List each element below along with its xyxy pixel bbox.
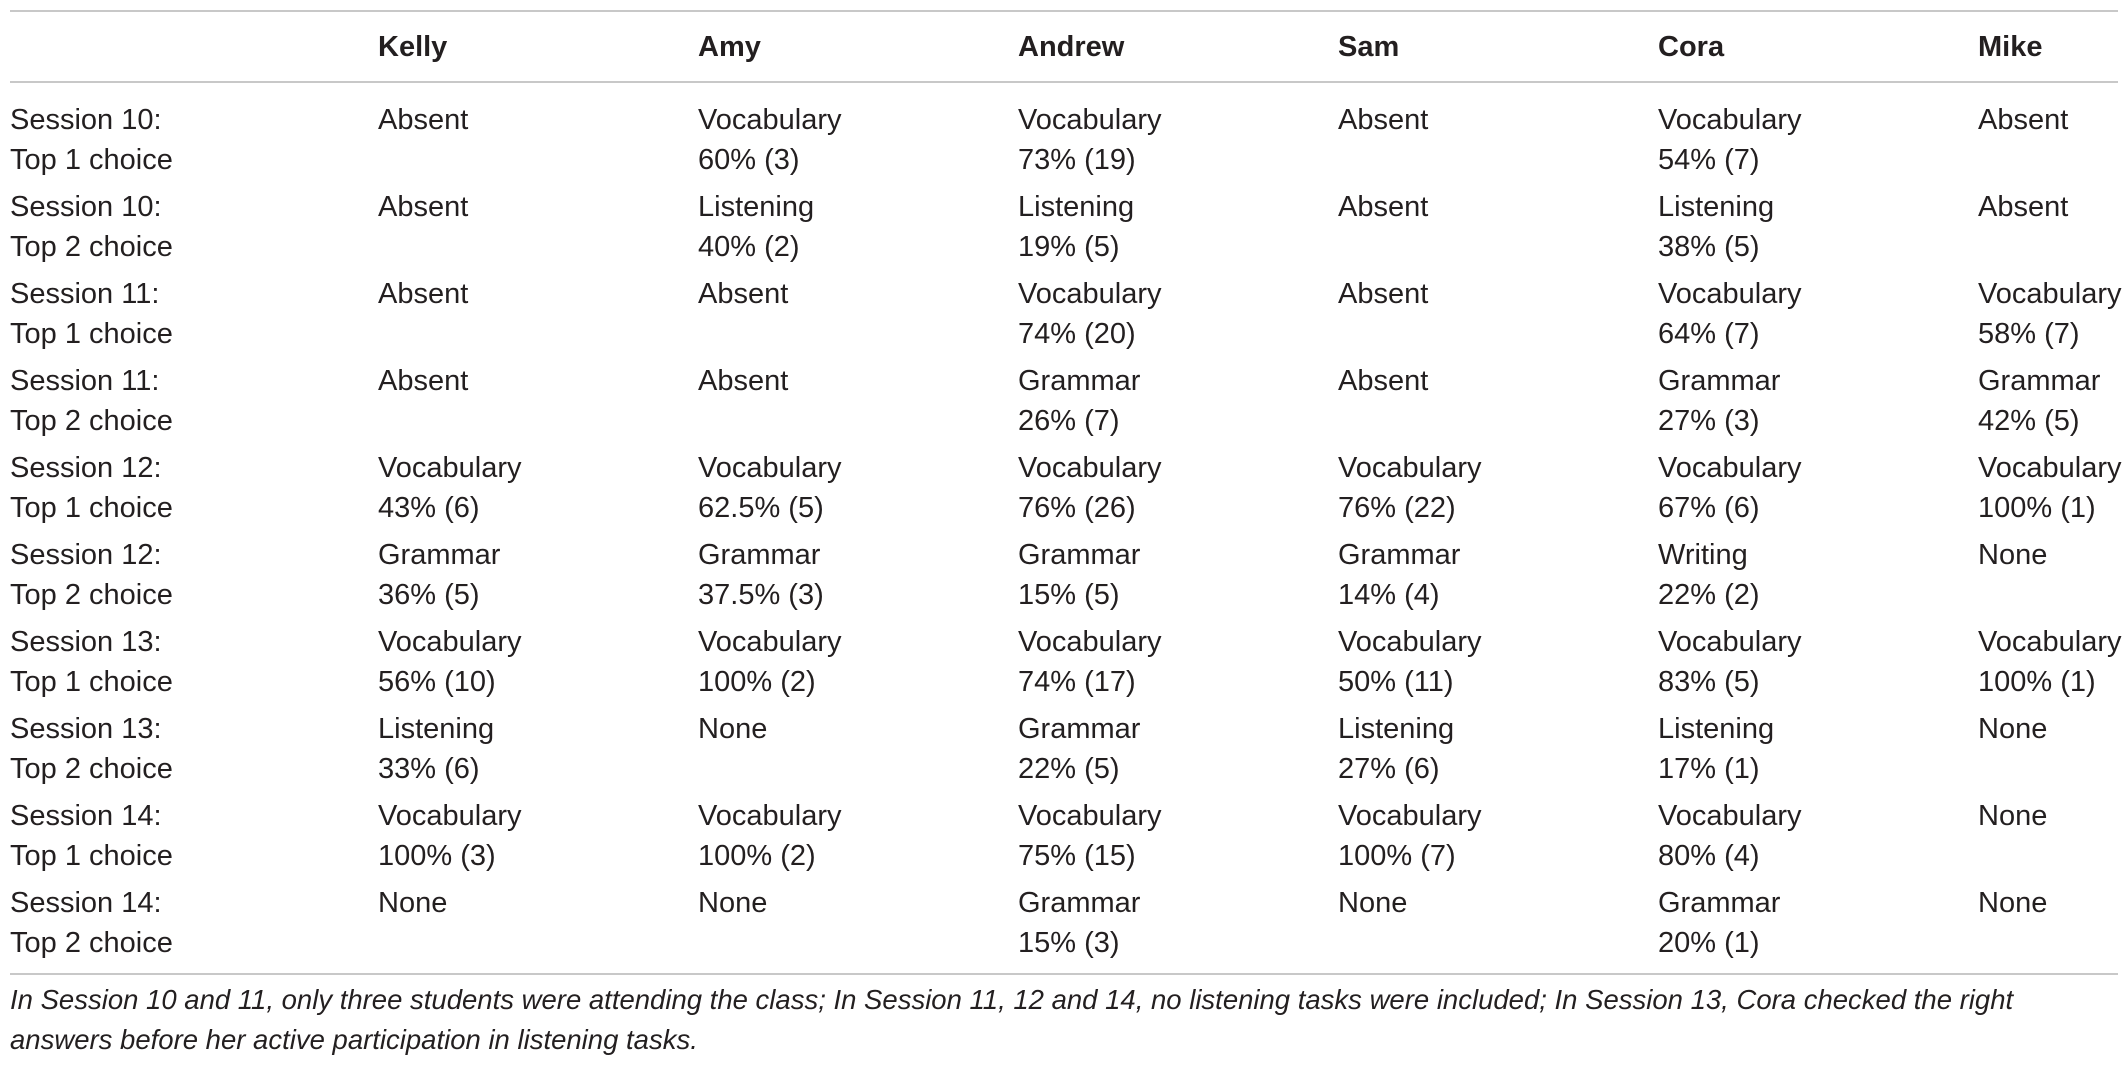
table-cell — [1018, 883, 1140, 963]
table-cell — [1978, 883, 2047, 923]
table-cell — [698, 535, 824, 615]
cell-line: Vocabulary — [1018, 626, 1162, 658]
table-cell — [378, 361, 468, 401]
cell-line: Vocabulary — [1658, 626, 1802, 658]
table-cell — [1658, 622, 1802, 702]
cell-line: Grammar — [378, 539, 501, 571]
row-label-line: Session 11: — [10, 278, 160, 310]
row-label — [10, 100, 173, 180]
cell-line: Vocabulary — [378, 452, 522, 484]
cell-line: 60% (3) — [698, 144, 800, 176]
cell-line: 76% (22) — [1338, 492, 1456, 524]
cell-line: 64% (7) — [1658, 318, 1760, 350]
table-cell — [1018, 187, 1134, 267]
cell-line: Grammar — [1018, 713, 1141, 745]
cell-line: 100% (1) — [1978, 666, 2096, 698]
table-bottom-rule — [10, 973, 2118, 975]
cell-line: Vocabulary — [1018, 278, 1162, 310]
table-header-rule — [10, 81, 2118, 83]
header-cell: Andrew — [1018, 31, 1125, 63]
cell-line: Vocabulary — [1018, 104, 1162, 136]
table-cell — [378, 622, 522, 702]
table-cell — [1978, 274, 2122, 354]
cell-line: Listening — [1658, 713, 1775, 745]
cell-line: Vocabulary — [1658, 452, 1802, 484]
cell-line: Listening — [1658, 191, 1775, 223]
cell-line: 76% (26) — [1018, 492, 1136, 524]
cell-line: 100% (3) — [378, 840, 496, 872]
cell-line: 74% (20) — [1018, 318, 1136, 350]
cell-line: Grammar — [1338, 539, 1461, 571]
cell-line: Vocabulary — [1978, 452, 2122, 484]
table-cell — [1018, 796, 1162, 876]
cell-line: None — [1978, 713, 2048, 745]
table-cell — [378, 883, 447, 923]
table-cell — [1658, 274, 1802, 354]
table-cell — [1978, 535, 2047, 575]
cell-line: Grammar — [1658, 887, 1781, 919]
table-cell — [1658, 361, 1780, 441]
table-cell — [1978, 448, 2122, 528]
cell-line: 17% (1) — [1658, 753, 1760, 785]
table-cell — [1978, 796, 2047, 836]
header-cell: Kelly — [378, 31, 448, 63]
cell-line: Grammar — [1658, 365, 1781, 397]
table-cell — [1658, 883, 1780, 963]
table-cell — [698, 622, 842, 702]
row-label-line: Top 2 choice — [10, 753, 173, 785]
cell-line: 15% (3) — [1018, 927, 1120, 959]
cell-line: 26% (7) — [1018, 405, 1120, 437]
table-cell — [1978, 187, 2068, 227]
table-cell — [1338, 187, 1428, 227]
table-cell — [698, 100, 842, 180]
cell-line: Vocabulary — [378, 626, 522, 658]
cell-line: 100% (7) — [1338, 840, 1456, 872]
table-cell — [1978, 361, 2100, 441]
row-label-line: Top 1 choice — [10, 666, 173, 698]
row-label-line: Top 1 choice — [10, 318, 173, 350]
cell-line: 67% (6) — [1658, 492, 1760, 524]
table-cell — [1978, 622, 2122, 702]
table-cell — [1978, 100, 2068, 140]
table-cell — [1658, 796, 1802, 876]
row-label-line: Session 13: — [10, 713, 162, 745]
row-label — [10, 796, 173, 876]
row-label-line: Session 13: — [10, 626, 162, 658]
cell-line: Vocabulary — [378, 800, 522, 832]
cell-line: Vocabulary — [1338, 452, 1482, 484]
cell-line: 100% (2) — [698, 840, 816, 872]
row-label — [10, 187, 173, 267]
table-cell — [1338, 622, 1482, 702]
cell-line: Vocabulary — [1658, 278, 1802, 310]
table-cell — [378, 100, 468, 140]
row-label-line: Top 1 choice — [10, 840, 173, 872]
cell-line: 74% (17) — [1018, 666, 1136, 698]
header-cell: Mike — [1978, 31, 2043, 63]
cell-line: Vocabulary — [698, 800, 842, 832]
table-cell — [1018, 274, 1162, 354]
table-cell — [1018, 100, 1162, 180]
cell-line: 19% (5) — [1018, 231, 1120, 263]
table-cell — [378, 535, 500, 615]
row-label-line: Session 12: — [10, 452, 162, 484]
cell-line: 37.5% (3) — [698, 579, 824, 611]
cell-line: 40% (2) — [698, 231, 800, 263]
cell-line: Absent — [378, 191, 469, 223]
table-cell — [698, 448, 842, 528]
row-label-line: Top 1 choice — [10, 144, 173, 176]
cell-line: Vocabulary — [1658, 104, 1802, 136]
cell-line: Absent — [378, 365, 469, 397]
table-cell — [1338, 709, 1454, 789]
cell-line: 27% (3) — [1658, 405, 1760, 437]
row-label-line: Session 14: — [10, 800, 162, 832]
table-cell — [698, 274, 788, 314]
table-footnote: In Session 10 and 11, only three students were attending the class; In Session 11, 12 and 14, no listening tasks were included; In Session 13, Cora checked the right answers before her active participation in listening tasks. — [10, 984, 2014, 1055]
cell-line: Absent — [1338, 191, 1429, 223]
row-label — [10, 622, 173, 702]
cell-line: Grammar — [1978, 365, 2101, 397]
cell-line: Vocabulary — [698, 452, 842, 484]
cell-line: Vocabulary — [1338, 800, 1482, 832]
cell-line: Absent — [378, 104, 469, 136]
cell-line: 15% (5) — [1018, 579, 1120, 611]
cell-line: 42% (5) — [1978, 405, 2080, 437]
row-label — [10, 274, 173, 354]
cell-line: None — [1338, 887, 1408, 919]
row-label — [10, 361, 173, 441]
cell-line: 38% (5) — [1658, 231, 1760, 263]
cell-line: Vocabulary — [1658, 800, 1802, 832]
cell-line: Vocabulary — [1018, 452, 1162, 484]
cell-line: None — [698, 887, 768, 919]
table-top-rule — [10, 10, 2118, 12]
cell-line: Vocabulary — [1018, 800, 1162, 832]
table-cell — [1338, 100, 1428, 140]
cell-line: None — [1978, 887, 2048, 919]
cell-line: 22% (2) — [1658, 579, 1760, 611]
cell-line: Grammar — [698, 539, 821, 571]
table-cell — [1658, 535, 1760, 615]
table-cell — [378, 796, 522, 876]
row-label-line: Session 11: — [10, 365, 160, 397]
table-cell — [1338, 796, 1482, 876]
table-cell — [1658, 709, 1774, 789]
cell-line: Absent — [1338, 104, 1429, 136]
table-cell — [1338, 448, 1482, 528]
row-label-line: Top 2 choice — [10, 579, 173, 611]
table-cell — [698, 187, 814, 267]
cell-line: Absent — [1338, 365, 1429, 397]
row-label — [10, 709, 173, 789]
table-cell — [1018, 535, 1140, 615]
table-cell — [1018, 709, 1140, 789]
header-cell: Sam — [1338, 31, 1400, 63]
cell-line: None — [1978, 539, 2048, 571]
cell-line: Grammar — [1018, 539, 1141, 571]
cell-line: Vocabulary — [1978, 278, 2122, 310]
cell-line: 80% (4) — [1658, 840, 1760, 872]
table-cell — [1338, 274, 1428, 314]
table-cell — [378, 448, 522, 528]
table-cell — [698, 361, 788, 401]
table-cell — [1658, 100, 1802, 180]
cell-line: Vocabulary — [1978, 626, 2122, 658]
cell-line: Absent — [698, 278, 789, 310]
cell-line: Listening — [1338, 713, 1455, 745]
cell-line: 20% (1) — [1658, 927, 1760, 959]
cell-line: 33% (6) — [378, 753, 480, 785]
table-cell — [698, 883, 767, 923]
cell-line: 73% (19) — [1018, 144, 1136, 176]
cell-line: 22% (5) — [1018, 753, 1120, 785]
cell-line: Vocabulary — [1338, 626, 1482, 658]
row-label-line: Top 2 choice — [10, 927, 173, 959]
table-cell — [698, 709, 767, 749]
cell-line: 58% (7) — [1978, 318, 2080, 350]
row-label-line: Top 2 choice — [10, 405, 173, 437]
table-cell — [1338, 535, 1460, 615]
row-label-line: Session 14: — [10, 887, 162, 919]
cell-line: 100% (2) — [698, 666, 816, 698]
cell-line: Listening — [378, 713, 495, 745]
cell-line: Absent — [1338, 278, 1429, 310]
table-cell — [1978, 709, 2047, 749]
table-cell — [1018, 448, 1162, 528]
row-label-line: Session 12: — [10, 539, 162, 571]
row-label-line: Top 1 choice — [10, 492, 173, 524]
cell-line: Absent — [1978, 104, 2069, 136]
header-cell: Cora — [1658, 31, 1725, 63]
cell-line: 14% (4) — [1338, 579, 1440, 611]
table-cell — [1018, 361, 1140, 441]
table-cell — [1338, 361, 1428, 401]
cell-line: 83% (5) — [1658, 666, 1760, 698]
row-label — [10, 883, 173, 963]
table-cell — [1018, 622, 1162, 702]
header-cell: Amy — [698, 31, 761, 63]
cell-line: Absent — [1978, 191, 2069, 223]
table-cell — [378, 187, 468, 227]
cell-line: Vocabulary — [698, 626, 842, 658]
cell-line: Writing — [1658, 539, 1748, 571]
cell-line: None — [1978, 800, 2048, 832]
cell-line: None — [378, 887, 448, 919]
cell-line: 100% (1) — [1978, 492, 2096, 524]
row-label — [10, 448, 173, 528]
cell-line: Absent — [698, 365, 789, 397]
cell-line: None — [698, 713, 768, 745]
table-cell — [1658, 187, 1774, 267]
table-cell — [698, 796, 842, 876]
cell-line: Listening — [1018, 191, 1135, 223]
cell-line: 56% (10) — [378, 666, 496, 698]
cell-line: 50% (11) — [1338, 666, 1454, 698]
row-label-line: Session 10: — [10, 104, 162, 136]
table-cell — [378, 274, 468, 314]
row-label — [10, 535, 173, 615]
row-label-line: Top 2 choice — [10, 231, 173, 263]
cell-line: 62.5% (5) — [698, 492, 824, 524]
row-label-line: Session 10: — [10, 191, 162, 223]
cell-line: 27% (6) — [1338, 753, 1440, 785]
cell-line: 54% (7) — [1658, 144, 1760, 176]
table-cell — [378, 709, 494, 789]
cell-line: Listening — [698, 191, 815, 223]
cell-line: 75% (15) — [1018, 840, 1136, 872]
cell-line: 36% (5) — [378, 579, 480, 611]
cell-line: Grammar — [1018, 887, 1141, 919]
cell-line: Grammar — [1018, 365, 1141, 397]
cell-line: Absent — [378, 278, 469, 310]
table-cell — [1338, 883, 1407, 923]
cell-line: 43% (6) — [378, 492, 480, 524]
table-cell — [1658, 448, 1802, 528]
cell-line: Vocabulary — [698, 104, 842, 136]
